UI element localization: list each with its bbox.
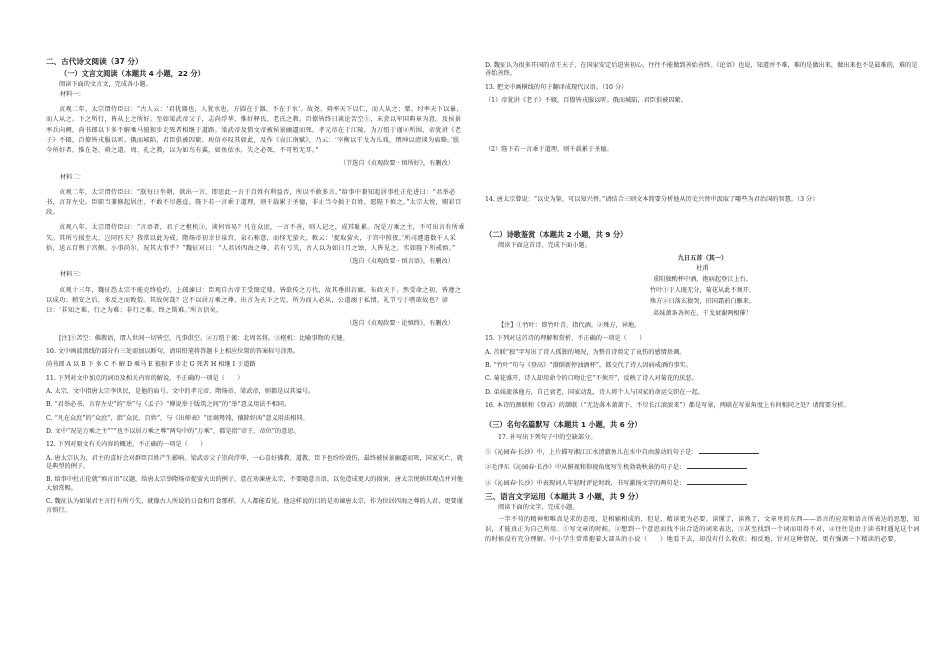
language-passage: 一字不苟的精神和唯真是求的态度，是相辅相成的，但是，精读更为必要。读懂了，读熟了，文章里的东西——语言的应用和语言所表达的思想，知识，才能真正为自己所用。①写文章的时候，②想到一个意思而找不出合适的词来表达，③甚至找到一个词而用得不对，④往往是由于读书时遇见这个词的时候没有充分理解。中小学生常常抱着大部头的小说（ ）地看下去，却没有什么收获；相反地，针对这种情况，更有强调一下精读的必要。 — [485, 515, 920, 544]
q12-option-c: C. 魏征认为如果君主言行有所亏失，就像古人所说的日食和月食那样，人人都能看见。他这样说的目的是劝谏唐太宗，作为位居四海之尊的人君，更要谨言慎行。 — [46, 498, 463, 514]
material1-source: （节选自《贞观政要 · 慎所好》，有删改） — [339, 160, 454, 168]
question-10-options: 尚书郎 A 以 B 下 多 C 不 解 D 乘马 E 狼狈 F 步走 G 死者 H 相继 I 于道路 — [46, 361, 256, 369]
question-10: 10. 文中画波浪线的部分有三处需加以断句，请用铅笔将答题卡上相应位置的答案标号涂黑。 — [46, 347, 300, 355]
q11-option-b: B. “君举必书，言存左史”的“举”与《孟子》“傅说举于版筑之间”的“举”意义用法不相同。 — [46, 401, 291, 409]
material2-text-2: 贞观八年，太宗谓侍臣曰：“言语者，君子之枢机③，谈何容易？凡在众庶，一言不善，则人记之，成其耻累。况是万乘之主，不可出言有所乖失。其所亏损至大，岂同匹夫？我常以此为戒。隋炀帝初幸甘泉宫，泉石称意，而怪无萤火，敕云：‘捉取萤火，于宫中照夜。’所司遽遣数千人采拾，送五百舆于宫侧。小事尚尔，况其大事乎？”魏征对曰：“人君居四海之尊，若有亏失，古人以为如日月之蚀，人皆见之，实如陛下所戒慎。” — [46, 224, 465, 252]
material3-source: （选自《贞观政要 · 论慎终》，有删改） — [346, 320, 454, 328]
section-title-language: 三、语言文字运用（本题共 3 小题，共 9 分） — [485, 491, 643, 501]
material2-text-1: 贞观二年，太宗谓侍臣曰：“朕每日坐朝，欲出一言，即思此一言于百姓有利益否，所以不敢多言。”给事中兼知起居事杜正伦进曰：“君举必书，言存左史。臣职当兼修起居注，不敢不尽愚直。陛下若一言乖于道理，则千载累于圣德，非止当今损于百姓，愿陛下慎之。”太宗大悦，赐彩百段。 — [46, 188, 462, 217]
q17-item-2-text: ②毛泽东《沁园春·长沙》中从俯视和仰视角度写生机勃勃秋景的句子是： — [485, 464, 685, 472]
q15-option-a: A. 首联“独”字写出了诗人孤独的境况，为整首诗奠定了哀伤的感情基调。 — [485, 348, 686, 356]
q17-item-1-text: ①《沁园春·长沙》中，上片描写湘江江水清澈鱼儿在水中自由游动的句子是： — [485, 448, 698, 456]
poem-note: 【注】①竹叶：即竹叶青，指代酒。②殊方，异地。 — [498, 321, 641, 329]
subsection-title-prose: （一）文言文阅读（本题共 4 小题，22 分） — [60, 68, 205, 78]
q12-option-a: A. 唐太宗认为，君主的喜好会对群臣百姓产生影响。梁武帝父子崇尚浮华，一心喜好佛教、道教，臣下也纷纷效仿，最终被侯景幽逼而死，国家灭亡，就是典型的例子。 — [46, 454, 463, 471]
answer-space — [485, 209, 920, 231]
poem-line: 竹叶①于人既无分，菊花从此不须开。 — [649, 287, 756, 295]
q11-option-d: D. 文中“况是万乘之主”“”也不以居万乘之尊”两句中的“万乘”，都是指“帝王、帝位”的意思。 — [46, 428, 300, 436]
q12-option-b: B. 给事中杜正伦就“慎言语”议题，给唐太宗举隋炀帝捉萤火虫的例子，意在劝谏唐太宗，不要随意言语，以免造成更大的损害，唐太宗悦纳其观点并对他大加赏赐。 — [46, 476, 463, 492]
q17-item-3-text: ③《沁园春·长沙》中表现词人年轻时评论时政，书写激扬文字的两句是： — [485, 479, 685, 487]
material1-text: 贞观二年，太宗谓侍臣曰：“古人云：‘君犹器也，人犹水也，方圆在于器，不在于水’。故尧、舜率天下以仁，而人从之；桀、纣率天下以暴，而人从之。下之所行，皆从上之所好。至如梁武帝父子，志尚浮华，惟好释氏、老氏之教。百僚皆终日谈论苦空①，未尝以军国典章为意。及侯景率兵向阙，尚书郎以下多不解乘马狼狈步走死者相继于道路。梁武帝及简文帝被侯景幽逼而死。孝元帝在于江陵，为万纽于谨②所围，帝犹讲《老子》不辍，百僚皆戎服以听。俄而城陷，君臣俱被囚絷。庾信亦叹其如此，及作《哀江南赋》，乃云：‘宰衡以干戈为儿戏，缙绅以清谈为庙略。’朕今所好者，惟在尧、舜之道，周、孔之教，以为如鸟有翼，如鱼依水，失之必死，不可暂无耳。” — [46, 106, 463, 155]
right-column — [485, 62, 920, 550]
answer-space — [485, 110, 920, 146]
left-column — [46, 58, 466, 520]
q17-item-2 — [485, 462, 920, 472]
answer-blank[interactable] — [687, 462, 747, 469]
poem-line: 重阳独酌杯中酒，抱病起登江上台。 — [653, 275, 752, 283]
material3-text: 贞观十三年，魏征恐太宗不能克终俭约，上疏谏曰：臣观自古帝王受图定鼎，皆欲传之万代，故其垂拱岩廊，布政天下。然受命之初，皆遵之以成功；稍安之后，多反之而败俗。其故何哉？岂不以居万乘之尊，出言为天下之宪，所为而人必从，公道溺于私情，礼节亏于嗜欲故也？谚曰：‘非知之难，行之为难；非行之难，终之斯难。’所言信矣。 — [46, 286, 462, 315]
section-title-classical: 二、古代诗文阅读（37 分） — [46, 57, 143, 66]
answer-blank[interactable] — [699, 447, 759, 454]
question-13-2: （2）陛下若一言乖于道理，则千载累于圣德。 — [485, 146, 613, 154]
material2-label: 材料二： — [60, 173, 85, 181]
question-17: 17. 补写出下列句子中的空缺部分。 — [498, 433, 597, 441]
material3-label: 材料三： — [60, 271, 85, 279]
answer-blank[interactable] — [687, 478, 747, 485]
q17-item-3 — [485, 478, 920, 488]
poem-line: 弟妹萧条各何在，干戈衰谢两相催！ — [653, 309, 752, 317]
question-16: 16. 本诗的颈联和《登高》的颔联（“无边落木萧萧下，不尽长江滚滚来”）都是写景，两联在写景角度上有何相同之处？请简要分析。 — [485, 401, 850, 409]
question-14: 14. 唐太宗曾说：“以史为鉴，可以知兴替。”请结合三则文本简要分析他从历史兴替中汲取了哪些为君治国的智慧。（3 分） — [485, 195, 819, 203]
question-12: 12. 下列对原文有关内容的概述，不正确的一项是（ ） — [46, 441, 207, 449]
q15-option-d: D. 弟妹流落他方，自己衰老，国家动乱，诗人将个人与国家的命运交织在一起。 — [485, 388, 705, 396]
subsection-title-recitation: （三）名句名篇默写（本题共 1 小题，共 6 分） — [485, 420, 642, 430]
poem-line: 殊方②日落玄猿哭，旧国霜前白雁来。 — [649, 298, 756, 306]
language-instruction: 阅读下面的文字，完成小题。 — [498, 503, 579, 511]
answer-space — [485, 160, 920, 196]
material1-label: 材料一： — [60, 91, 85, 98]
q15-option-b: B. “竹叶”句与《登高》“潦倒新停浊酒杯”，都交代了诗人因病戒酒的事实。 — [485, 361, 692, 369]
material2-source: （选自《贞观政要 · 慎言语》，有删改） — [346, 258, 454, 266]
poem-author: 杜甫 — [696, 264, 709, 272]
q15-option-c: C. 菊花盛开，诗人却用命令的口吻让它“不须开”，反映了诗人对菊花的厌恶。 — [485, 375, 698, 383]
question-13: 13. 把文中画横线的句子翻译成现代汉语。（10 分） — [485, 83, 628, 91]
q17-item-1 — [485, 447, 920, 457]
poem-title: 九日五首（其一） — [677, 254, 728, 262]
q11-option-c: C. “凡在众庶”的“众庶”，指“众民、百姓”，与《出师表》“庶竭驽钝，攘除奸凶”意义用法相同。 — [46, 414, 309, 422]
subsection-title-poetry: （二）诗歌鉴赏（本题共 2 小题，共 9 分） — [485, 230, 628, 240]
q12-option-d: D. 魏征认为很多开国的帝王天子，在国家安定后迫害初心，往往不能做到善始善终。《论语》也说，知道并不难，难的是做出来，做出来也不是最难的，难的是善始善终。 — [485, 62, 918, 78]
poetry-instruction: 阅读下面这首诗，完成下面小题。 — [498, 242, 591, 250]
question-11: 11. 下列对文中加点的词语及相关内容的解说，不正确的一项是（ ） — [46, 374, 244, 382]
instruction: 阅读下面的文言文，完成各小题。 — [59, 80, 152, 88]
q11-option-a: A. 太宗，文中指唐太宗李世民，是他的庙号。文中的孝元帝、隋炀帝、梁武帝，则都是以其谥号。 — [46, 387, 315, 395]
notes: [注]①苦空：佛教语，谓人世间一切皆空，凡事俱空。②万纽于谨：北周名将。③枢机：比喻事物的关键。 — [59, 334, 349, 342]
question-13-1: （1）帝犹讲《老子》不辍，百僚皆戎服以听。俄而城陷，君臣俱被囚絷。 — [485, 97, 687, 105]
question-15: 15. 下列对这首诗的理解和赏析，不正确的一项是（ ） — [485, 335, 646, 343]
